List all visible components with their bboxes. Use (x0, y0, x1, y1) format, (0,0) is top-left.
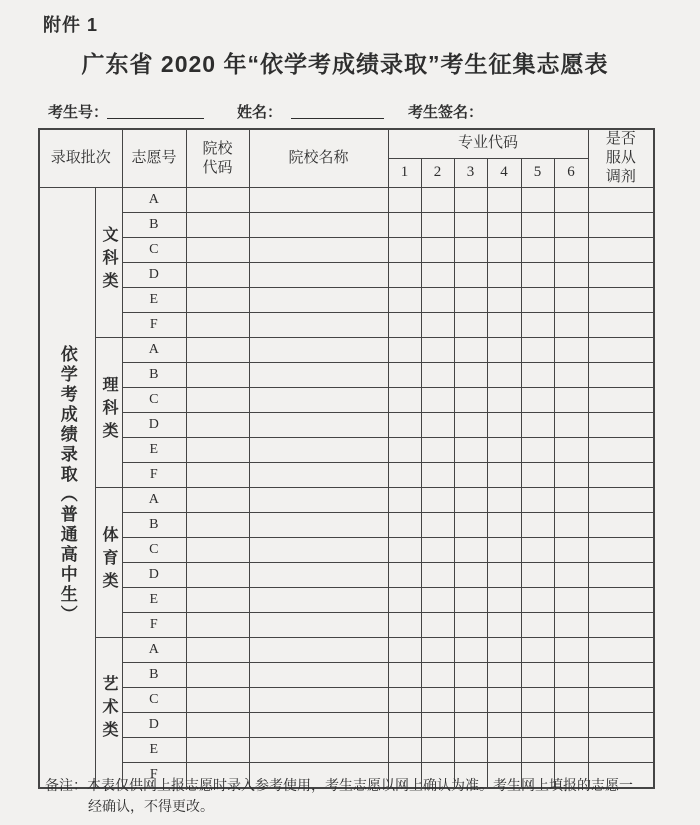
major-code-cell-2 (421, 463, 454, 488)
major-code-cell-2 (421, 513, 454, 538)
major-code-cell-5 (521, 263, 554, 288)
name-field (291, 101, 384, 119)
major-code-cell-3 (454, 213, 487, 238)
choice-letter-cell: F (122, 763, 186, 788)
major-code-cell-4 (487, 313, 521, 338)
college-name-cell (249, 738, 388, 763)
table-row (39, 413, 654, 438)
major-code-cell-1 (388, 413, 421, 438)
major-code-cell-5 (521, 438, 554, 463)
header-major-1: 1 (388, 158, 421, 187)
major-code-cell-6 (554, 313, 588, 338)
major-code-cell-3 (454, 513, 487, 538)
major-code-cell-6 (554, 263, 588, 288)
major-code-cell-5 (521, 613, 554, 638)
major-code-cell-3 (454, 713, 487, 738)
header-major-4: 4 (487, 158, 521, 187)
footer-note-line-2: 经确认，不得更改。 (88, 800, 214, 815)
major-code-cell-6 (554, 563, 588, 588)
college-name-cell (249, 638, 388, 663)
table-row (39, 238, 654, 263)
category-label-vertical: 艺术类 (100, 675, 117, 745)
major-code-cell-6 (554, 213, 588, 238)
major-code-cell-3 (454, 688, 487, 713)
table-row (39, 263, 654, 288)
obey-adjustment-cell (588, 588, 654, 613)
college-code-cell (186, 488, 249, 513)
major-code-cell-1 (388, 213, 421, 238)
table-row (39, 488, 654, 513)
major-code-cell-4 (487, 713, 521, 738)
college-code-cell (186, 638, 249, 663)
major-code-cell-1 (388, 238, 421, 263)
signature-label: 考生签名： (408, 105, 484, 121)
table-body (39, 188, 654, 788)
category-cell-2 (95, 488, 122, 638)
major-code-cell-5 (521, 413, 554, 438)
table-row (39, 313, 654, 338)
college-code-cell (186, 513, 249, 538)
college-name-cell (249, 513, 388, 538)
table-row (39, 563, 654, 588)
major-code-cell-2 (421, 713, 454, 738)
choice-letter-cell: C (122, 388, 186, 413)
college-code-cell (186, 388, 249, 413)
major-code-cell-6 (554, 438, 588, 463)
major-code-cell-2 (421, 488, 454, 513)
table-row (39, 738, 654, 763)
header-row-1 (39, 129, 654, 158)
college-code-cell (186, 188, 249, 213)
college-code-cell (186, 588, 249, 613)
college-name-cell (249, 488, 388, 513)
major-code-cell-5 (521, 563, 554, 588)
major-code-cell-6 (554, 288, 588, 313)
choice-letter-cell: B (122, 363, 186, 388)
header-obey-adjustment (588, 129, 654, 188)
major-code-cell-4 (487, 688, 521, 713)
category-label-vertical: 理科类 (100, 375, 117, 445)
obey-adjustment-cell (588, 413, 654, 438)
major-code-cell-1 (388, 738, 421, 763)
major-code-cell-3 (454, 188, 487, 213)
header-choice-no: 志愿号 (122, 129, 186, 188)
major-code-cell-5 (521, 363, 554, 388)
major-code-cell-4 (487, 438, 521, 463)
page-title: 广东省 2020 年“依学考成绩录取”考生征集志愿表 (81, 51, 609, 77)
major-code-cell-5 (521, 688, 554, 713)
major-code-cell-5 (521, 463, 554, 488)
major-code-cell-4 (487, 213, 521, 238)
footer-note (45, 776, 663, 818)
major-code-cell-2 (421, 238, 454, 263)
name-label: 姓名： (237, 105, 283, 121)
major-code-cell-1 (388, 538, 421, 563)
header-college-code (186, 129, 249, 188)
choice-letter-cell: C (122, 538, 186, 563)
college-code-cell (186, 563, 249, 588)
obey-adjustment-cell (588, 363, 654, 388)
major-code-cell-4 (487, 363, 521, 388)
major-code-cell-4 (487, 263, 521, 288)
major-code-cell-5 (521, 513, 554, 538)
college-name-cell (249, 213, 388, 238)
major-code-cell-2 (421, 288, 454, 313)
header-college-name: 院校名称 (249, 129, 388, 188)
table-row (39, 338, 654, 363)
college-name-cell (249, 438, 388, 463)
major-code-cell-4 (487, 563, 521, 588)
major-code-cell-3 (454, 488, 487, 513)
choice-letter-cell: C (122, 688, 186, 713)
college-name-cell (249, 413, 388, 438)
table-row (39, 663, 654, 688)
college-name-cell (249, 588, 388, 613)
choice-letter-cell: E (122, 438, 186, 463)
category-label-vertical: 体育类 (100, 525, 117, 595)
choice-letter-cell: E (122, 288, 186, 313)
obey-adjustment-cell (588, 188, 654, 213)
college-code-cell (186, 363, 249, 388)
college-code-cell (186, 213, 249, 238)
table-row (39, 288, 654, 313)
major-code-cell-3 (454, 463, 487, 488)
major-code-cell-6 (554, 588, 588, 613)
category-cell-1 (95, 338, 122, 488)
major-code-cell-2 (421, 663, 454, 688)
college-name-cell (249, 663, 388, 688)
major-code-cell-6 (554, 638, 588, 663)
major-code-cell-2 (421, 388, 454, 413)
major-code-cell-5 (521, 288, 554, 313)
college-name-cell (249, 713, 388, 738)
major-code-cell-1 (388, 688, 421, 713)
major-code-cell-5 (521, 488, 554, 513)
major-code-cell-5 (521, 213, 554, 238)
table-row (39, 538, 654, 563)
college-code-cell (186, 463, 249, 488)
volunteer-table (38, 128, 655, 789)
major-code-cell-6 (554, 713, 588, 738)
college-code-cell (186, 413, 249, 438)
obey-adjustment-cell (588, 463, 654, 488)
attachment-label: 附件 1 (43, 15, 99, 35)
major-code-cell-4 (487, 613, 521, 638)
major-code-cell-3 (454, 538, 487, 563)
major-code-cell-6 (554, 338, 588, 363)
major-code-cell-3 (454, 313, 487, 338)
major-code-cell-4 (487, 188, 521, 213)
college-name-cell (249, 388, 388, 413)
major-code-cell-2 (421, 638, 454, 663)
table-row (39, 613, 654, 638)
choice-letter-cell: E (122, 738, 186, 763)
college-name-cell (249, 238, 388, 263)
exam-number-field (107, 101, 204, 119)
major-code-cell-1 (388, 438, 421, 463)
major-code-cell-6 (554, 388, 588, 413)
major-code-cell-2 (421, 538, 454, 563)
major-code-cell-6 (554, 238, 588, 263)
major-code-cell-1 (388, 513, 421, 538)
major-code-cell-5 (521, 588, 554, 613)
choice-letter-cell: F (122, 463, 186, 488)
major-code-cell-3 (454, 288, 487, 313)
table-row (39, 588, 654, 613)
major-code-cell-6 (554, 613, 588, 638)
major-code-cell-4 (487, 238, 521, 263)
obey-adjustment-cell (588, 263, 654, 288)
major-code-cell-5 (521, 188, 554, 213)
major-code-cell-3 (454, 738, 487, 763)
college-code-cell (186, 238, 249, 263)
college-code-cell (186, 438, 249, 463)
obey-adjustment-cell (588, 438, 654, 463)
table-row (39, 638, 654, 663)
college-name-cell (249, 313, 388, 338)
choice-letter-cell: D (122, 713, 186, 738)
obey-adjustment-cell (588, 613, 654, 638)
major-code-cell-3 (454, 663, 487, 688)
major-code-cell-2 (421, 738, 454, 763)
table-row (39, 463, 654, 488)
major-code-cell-6 (554, 188, 588, 213)
college-code-cell (186, 713, 249, 738)
major-code-cell-3 (454, 438, 487, 463)
major-code-cell-6 (554, 463, 588, 488)
batch-cell (39, 188, 95, 788)
obey-adjustment-cell (588, 313, 654, 338)
obey-adjustment-cell (588, 513, 654, 538)
major-code-cell-4 (487, 338, 521, 363)
obey-adjustment-cell (588, 638, 654, 663)
major-code-cell-2 (421, 213, 454, 238)
major-code-cell-1 (388, 313, 421, 338)
major-code-cell-3 (454, 638, 487, 663)
table-row (39, 713, 654, 738)
category-cell-0 (95, 188, 122, 338)
major-code-cell-1 (388, 338, 421, 363)
major-code-cell-4 (487, 738, 521, 763)
major-code-cell-5 (521, 238, 554, 263)
choice-letter-cell: D (122, 563, 186, 588)
choice-letter-cell: C (122, 238, 186, 263)
college-name-cell (249, 688, 388, 713)
table-row (39, 188, 654, 213)
choice-letter-cell: A (122, 488, 186, 513)
college-code-cell (186, 263, 249, 288)
choice-letter-cell: F (122, 613, 186, 638)
major-code-cell-5 (521, 663, 554, 688)
obey-adjustment-cell (588, 288, 654, 313)
major-code-cell-6 (554, 538, 588, 563)
major-code-cell-2 (421, 613, 454, 638)
choice-letter-cell: B (122, 663, 186, 688)
college-name-cell (249, 563, 388, 588)
candidate-info-row (0, 101, 700, 123)
college-name-cell (249, 263, 388, 288)
major-code-cell-4 (487, 638, 521, 663)
major-code-cell-2 (421, 688, 454, 713)
header-major-code: 专业代码 (388, 129, 588, 158)
obey-adjustment-cell (588, 213, 654, 238)
major-code-cell-2 (421, 263, 454, 288)
major-code-cell-4 (487, 488, 521, 513)
major-code-cell-6 (554, 738, 588, 763)
table-row (39, 363, 654, 388)
major-code-cell-1 (388, 588, 421, 613)
major-code-cell-5 (521, 638, 554, 663)
batch-label-vertical: 依学考成绩录取（普通高中生） (57, 344, 77, 625)
major-code-cell-6 (554, 363, 588, 388)
choice-letter-cell: D (122, 263, 186, 288)
table-row (39, 213, 654, 238)
major-code-cell-2 (421, 313, 454, 338)
header-major-6: 6 (554, 158, 588, 187)
choice-letter-cell: E (122, 588, 186, 613)
major-code-cell-1 (388, 363, 421, 388)
obey-adjustment-cell (588, 663, 654, 688)
major-code-cell-4 (487, 413, 521, 438)
major-code-cell-6 (554, 663, 588, 688)
major-code-cell-3 (454, 263, 487, 288)
college-name-cell (249, 613, 388, 638)
major-code-cell-1 (388, 663, 421, 688)
major-code-cell-4 (487, 388, 521, 413)
major-code-cell-6 (554, 488, 588, 513)
major-code-cell-1 (388, 263, 421, 288)
major-code-cell-5 (521, 538, 554, 563)
college-code-cell (186, 538, 249, 563)
college-code-cell (186, 613, 249, 638)
header-major-5: 5 (521, 158, 554, 187)
obey-adjustment-cell (588, 388, 654, 413)
category-cell-3 (95, 638, 122, 788)
obey-adjustment-cell (588, 338, 654, 363)
major-code-cell-4 (487, 538, 521, 563)
major-code-cell-1 (388, 188, 421, 213)
category-label-vertical: 文科类 (100, 225, 117, 295)
college-name-cell (249, 188, 388, 213)
table-row (39, 513, 654, 538)
header-college-code-text: 院校代码 (202, 140, 233, 176)
major-code-cell-4 (487, 588, 521, 613)
choice-letter-cell: A (122, 638, 186, 663)
obey-adjustment-cell (588, 238, 654, 263)
college-name-cell (249, 363, 388, 388)
major-code-cell-5 (521, 713, 554, 738)
major-code-cell-6 (554, 513, 588, 538)
table-row (39, 438, 654, 463)
college-code-cell (186, 288, 249, 313)
exam-number-label: 考生号： (48, 105, 109, 121)
major-code-cell-5 (521, 313, 554, 338)
major-code-cell-5 (521, 738, 554, 763)
major-code-cell-4 (487, 663, 521, 688)
major-code-cell-2 (421, 188, 454, 213)
major-code-cell-5 (521, 388, 554, 413)
header-batch: 录取批次 (39, 129, 122, 188)
major-code-cell-1 (388, 288, 421, 313)
major-code-cell-1 (388, 563, 421, 588)
obey-adjustment-cell (588, 538, 654, 563)
college-name-cell (249, 288, 388, 313)
major-code-cell-2 (421, 338, 454, 363)
major-code-cell-3 (454, 363, 487, 388)
major-code-cell-6 (554, 413, 588, 438)
college-name-cell (249, 463, 388, 488)
header-major-3: 3 (454, 158, 487, 187)
choice-letter-cell: B (122, 213, 186, 238)
major-code-cell-4 (487, 463, 521, 488)
major-code-cell-1 (388, 713, 421, 738)
major-code-cell-3 (454, 388, 487, 413)
major-code-cell-3 (454, 613, 487, 638)
major-code-cell-2 (421, 438, 454, 463)
major-code-cell-3 (454, 588, 487, 613)
choice-letter-cell: D (122, 413, 186, 438)
college-code-cell (186, 313, 249, 338)
header-major-2: 2 (421, 158, 454, 187)
major-code-cell-4 (487, 288, 521, 313)
major-code-cell-2 (421, 563, 454, 588)
major-code-cell-1 (388, 388, 421, 413)
obey-adjustment-cell (588, 488, 654, 513)
obey-adjustment-cell (588, 688, 654, 713)
major-code-cell-2 (421, 413, 454, 438)
choice-letter-cell: A (122, 338, 186, 363)
major-code-cell-6 (554, 688, 588, 713)
major-code-cell-1 (388, 463, 421, 488)
major-code-cell-1 (388, 488, 421, 513)
table-header (39, 129, 654, 188)
college-name-cell (249, 538, 388, 563)
major-code-cell-3 (454, 413, 487, 438)
obey-adjustment-cell (588, 738, 654, 763)
choice-letter-cell: B (122, 513, 186, 538)
major-code-cell-4 (487, 513, 521, 538)
college-code-cell (186, 688, 249, 713)
college-code-cell (186, 738, 249, 763)
footer-note-line-1: 备注：本表仅供网上报志愿时录入参考使用，考生志愿以网上确认为准。考生网上填报的志愿一 (45, 779, 633, 794)
obey-adjustment-cell (588, 563, 654, 588)
major-code-cell-3 (454, 563, 487, 588)
choice-letter-cell: F (122, 313, 186, 338)
table-row (39, 388, 654, 413)
major-code-cell-2 (421, 588, 454, 613)
choice-letter-cell: A (122, 188, 186, 213)
major-code-cell-5 (521, 338, 554, 363)
major-code-cell-3 (454, 238, 487, 263)
major-code-cell-1 (388, 613, 421, 638)
college-name-cell (249, 338, 388, 363)
college-code-cell (186, 338, 249, 363)
major-code-cell-3 (454, 338, 487, 363)
college-code-cell (186, 663, 249, 688)
obey-adjustment-cell (588, 713, 654, 738)
header-obey-adjustment-text: 是否服从调剂 (605, 131, 636, 185)
major-code-cell-2 (421, 363, 454, 388)
table-row (39, 688, 654, 713)
major-code-cell-1 (388, 638, 421, 663)
